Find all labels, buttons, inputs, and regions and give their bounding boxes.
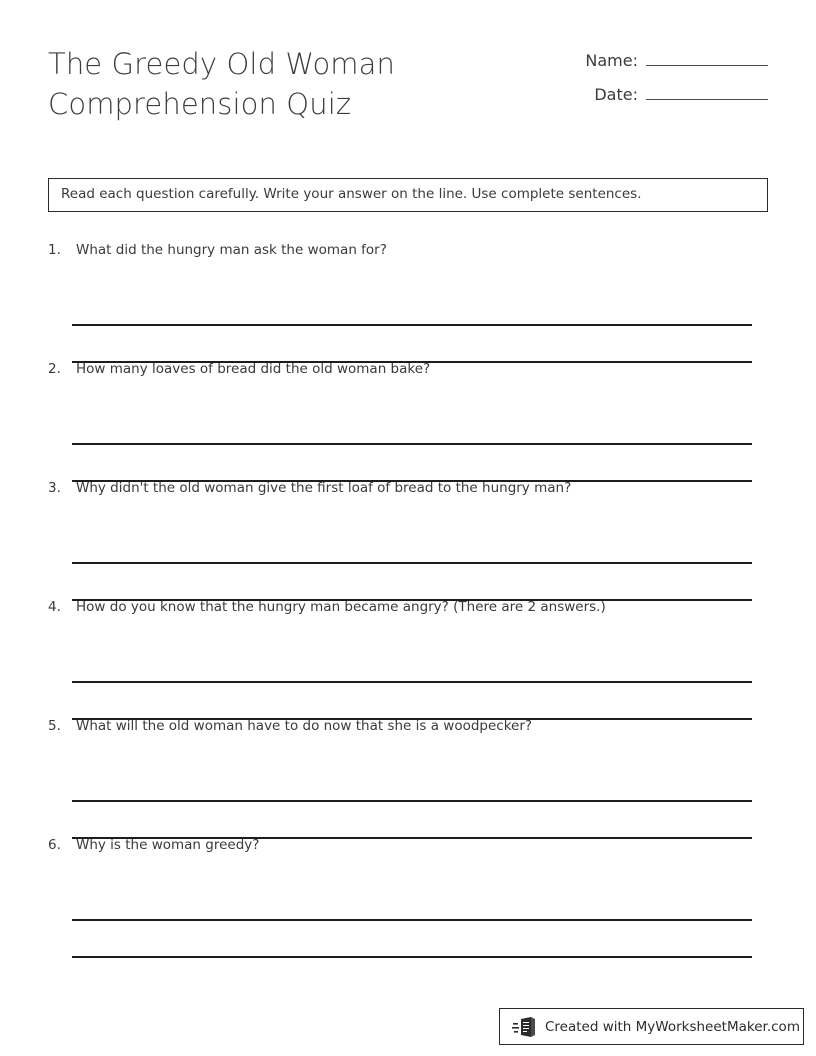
question-text-1: What did the hungry man ask the woman for?	[76, 242, 387, 258]
question-item-5	[48, 717, 768, 836]
answer-line-5-2[interactable]	[72, 802, 752, 839]
name-field-row	[528, 49, 768, 83]
question-number-2: 2.	[48, 361, 61, 377]
answer-area-6[interactable]	[72, 884, 752, 958]
instructions-box	[48, 178, 768, 212]
question-number-4: 4.	[48, 599, 61, 615]
question-header-4	[48, 598, 768, 616]
question-text-6: Why is the woman greedy?	[76, 837, 260, 853]
footer-attribution-badge[interactable]	[499, 1008, 804, 1045]
question-number-3: 3.	[48, 480, 61, 496]
question-text-5: What will the old woman have to do now that she is a woodpecker?	[76, 718, 533, 734]
answer-area-1[interactable]	[72, 289, 752, 363]
question-header-2	[48, 360, 768, 378]
page-title	[48, 44, 518, 124]
answer-line-2-2[interactable]	[72, 445, 752, 482]
worksheet-header	[48, 44, 768, 124]
question-item-6	[48, 836, 768, 955]
date-input-line[interactable]	[646, 83, 768, 100]
answer-line-5-1[interactable]	[72, 765, 752, 802]
question-header-5	[48, 717, 768, 735]
answer-line-3-1[interactable]	[72, 527, 752, 564]
answer-line-2-1[interactable]	[72, 408, 752, 445]
question-header-3	[48, 479, 768, 497]
question-item-3	[48, 479, 768, 598]
question-text-4: How do you know that the hungry man became angry? (There are 2 answers.)	[76, 599, 606, 615]
answer-line-6-1[interactable]	[72, 884, 752, 921]
answer-line-6-2[interactable]	[72, 921, 752, 958]
worksheet-maker-logo-icon	[512, 1016, 538, 1038]
question-number-6: 6.	[48, 837, 61, 853]
answer-line-1-1[interactable]	[72, 289, 752, 326]
answer-line-4-1[interactable]	[72, 646, 752, 683]
date-field-row	[528, 83, 768, 117]
instructions-text: Read each question carefully. Write your answer on the line. Use complete sentences.	[61, 186, 642, 203]
question-header-1	[48, 241, 768, 259]
answer-line-4-2[interactable]	[72, 683, 752, 720]
answer-line-3-2[interactable]	[72, 564, 752, 601]
student-info-block	[528, 44, 768, 117]
question-text-3: Why didn't the old woman give the first loaf of bread to the hungry man?	[76, 480, 572, 496]
question-number-5: 5.	[48, 718, 61, 734]
question-item-1	[48, 241, 768, 360]
questions-list	[48, 241, 768, 955]
question-item-2	[48, 360, 768, 479]
name-input-line[interactable]	[646, 49, 768, 66]
answer-area-4[interactable]	[72, 646, 752, 720]
answer-area-3[interactable]	[72, 527, 752, 601]
date-label: Date:	[594, 85, 638, 104]
answer-line-1-2[interactable]	[72, 326, 752, 363]
footer-attribution-text: Created with MyWorksheetMaker.com	[545, 1018, 800, 1035]
page-title-line-1: The Greedy Old Woman	[48, 47, 396, 81]
question-number-1: 1.	[48, 242, 61, 258]
answer-area-2[interactable]	[72, 408, 752, 482]
name-label: Name:	[585, 51, 638, 70]
page-title-line-2: Comprehension Quiz	[48, 87, 352, 121]
question-header-6	[48, 836, 768, 854]
question-text-2: How many loaves of bread did the old woman bake?	[76, 361, 431, 377]
question-item-4	[48, 598, 768, 717]
answer-area-5[interactable]	[72, 765, 752, 839]
